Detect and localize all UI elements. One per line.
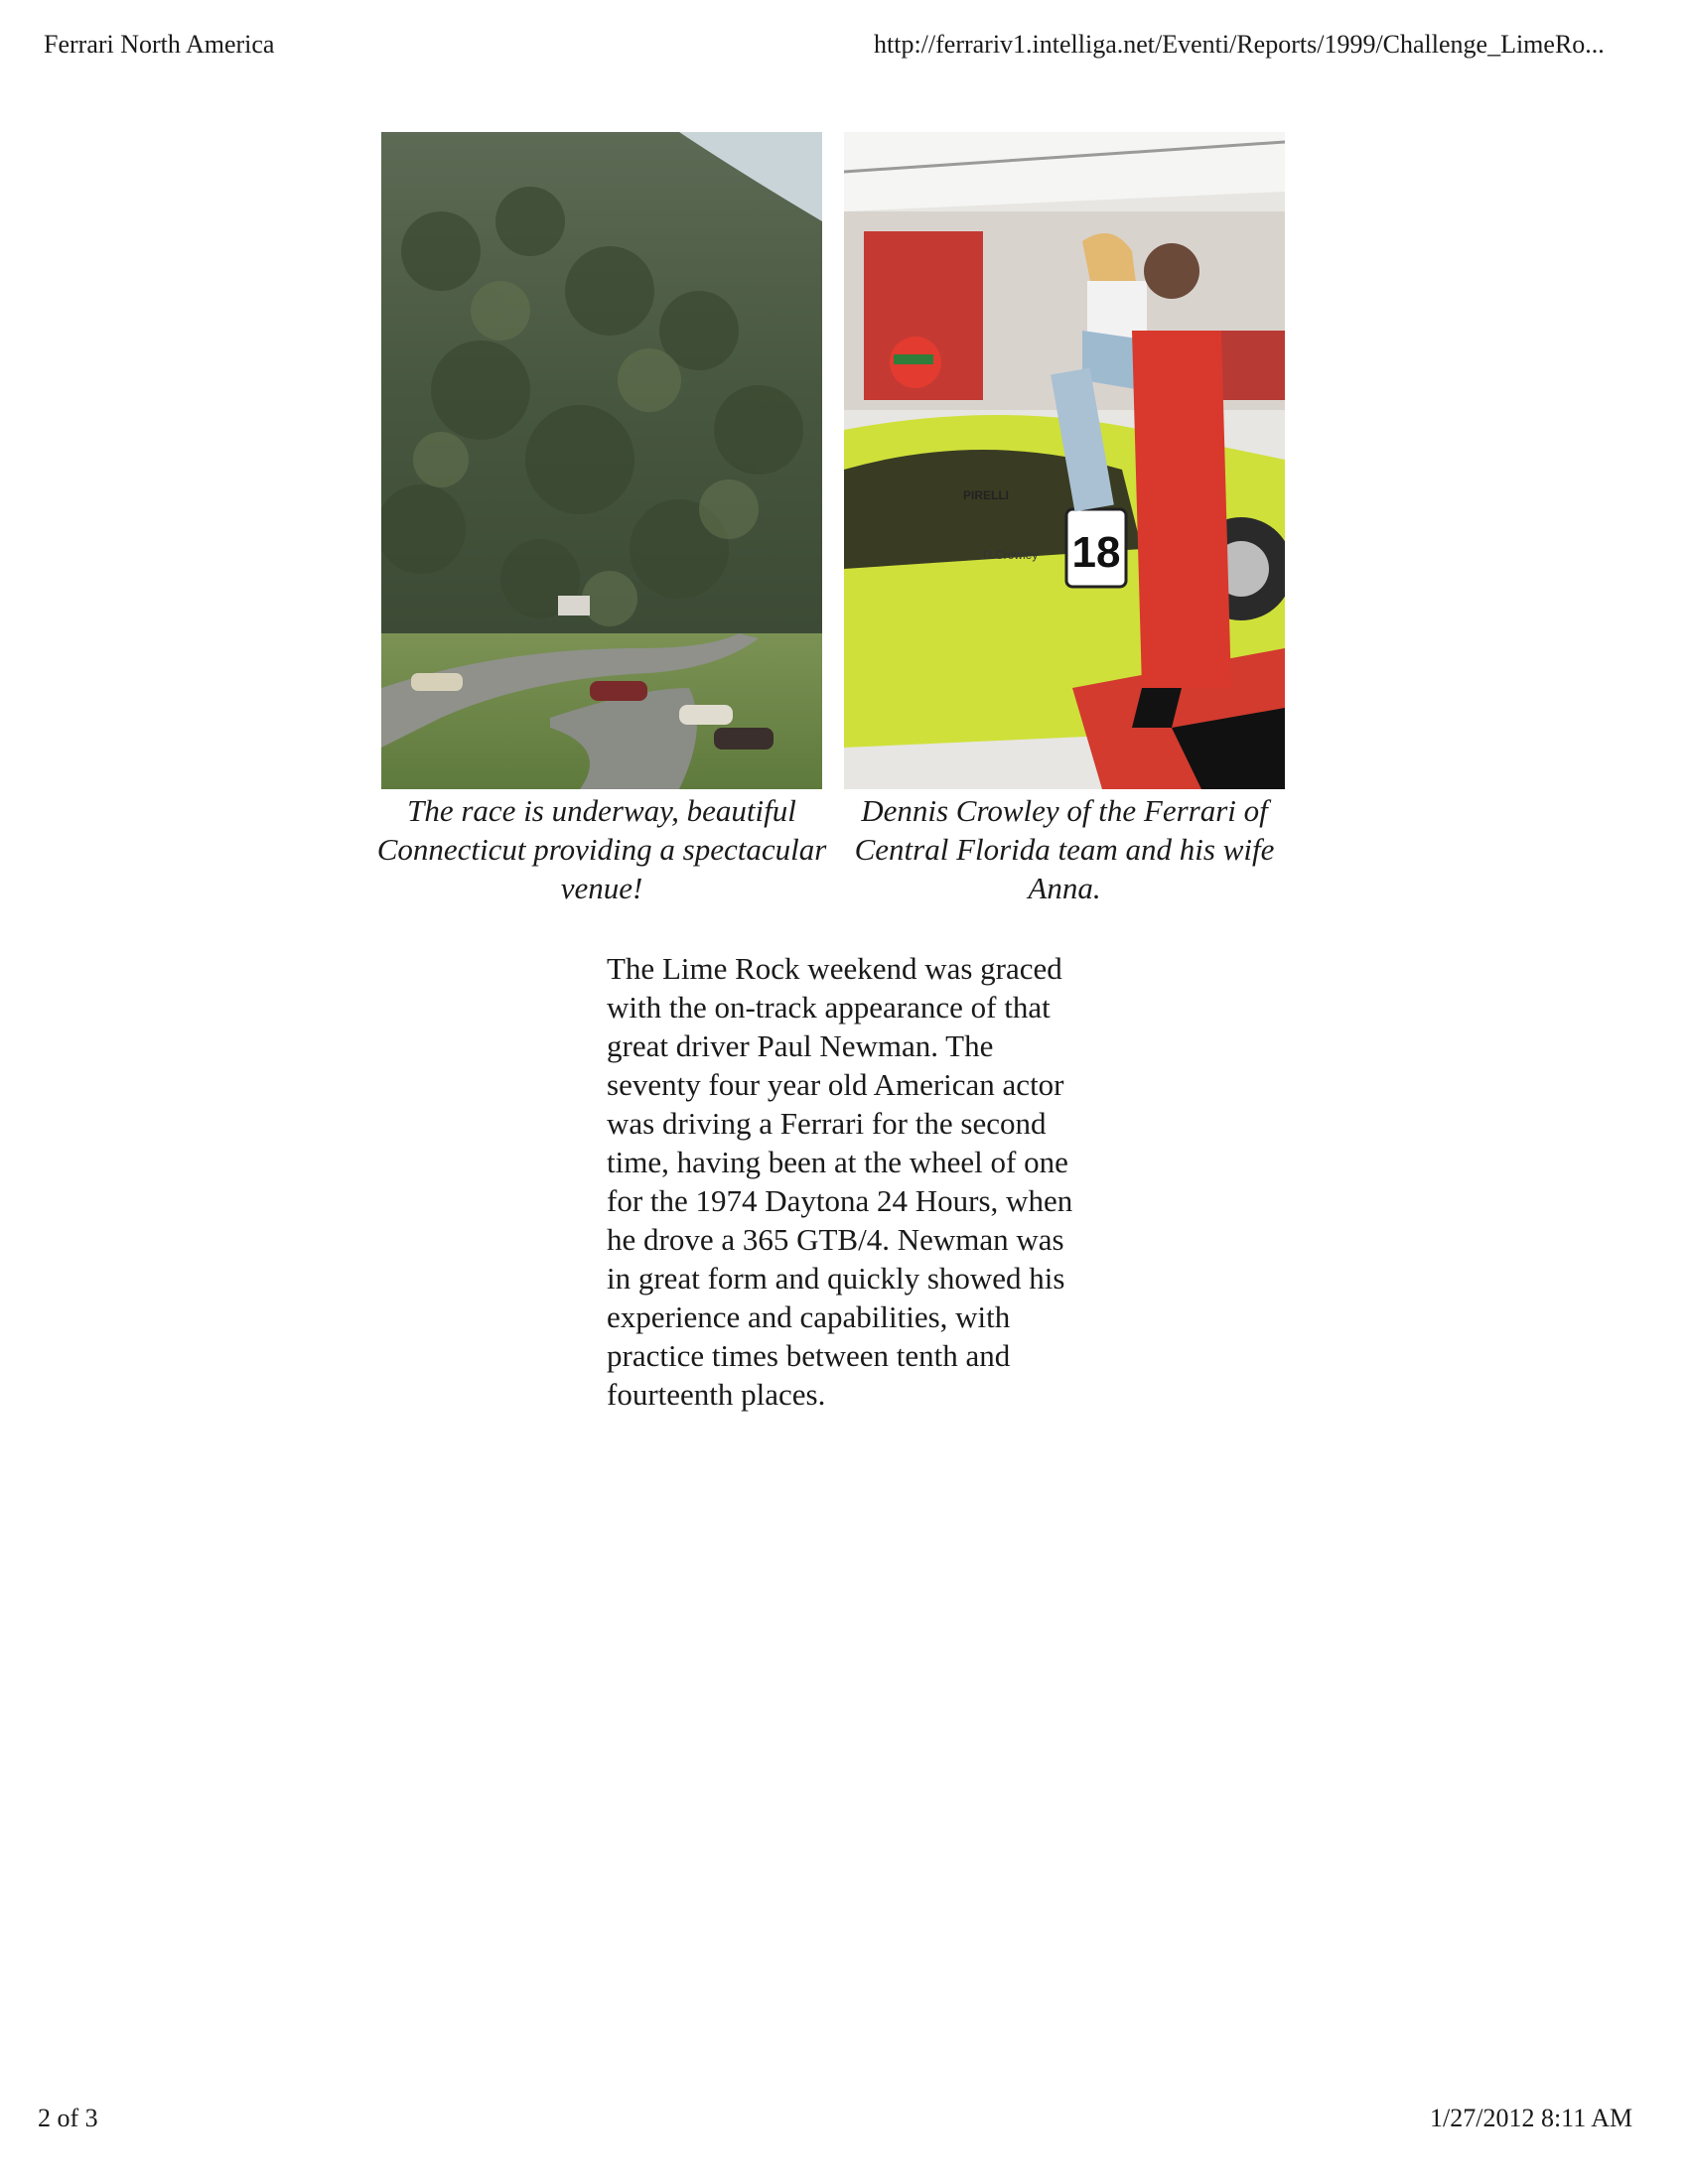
sponsor-decal: PIRELLI xyxy=(963,488,1010,502)
page-url[interactable]: http://ferrariv1.intelliga.net/Eventi/Reports/1999/Challenge_LimeRo... xyxy=(874,30,1605,59)
article-paragraph: The Lime Rock weekend was graced with the on-track appearance of that great driver Paul Newman. The seventy four year old American actor was driving a Ferrari for the second time, having been at the wheel of one for the 1974 Daytona 24 Hours, when he drove a 365 GTB/4. Newman was in great form and quickly showed his experience and capabilities, with practice times between tenth and fourteenth places. xyxy=(607,951,1073,1412)
driver-name-decal: D.Crowley xyxy=(983,548,1039,562)
page-indicator: 2 of 3 xyxy=(38,2104,98,2132)
print-timestamp: 1/27/2012 8:11 AM xyxy=(1430,2104,1633,2132)
car-number: 18 xyxy=(1071,528,1121,577)
site-title: Ferrari North America xyxy=(44,30,275,59)
race-photo-caption: The race is underway, beautiful Connecticut providing a spectacular venue! xyxy=(376,793,827,905)
driver-portrait-photo xyxy=(844,132,1285,789)
race-track-photo xyxy=(381,132,822,789)
driver-photo-caption: Dennis Crowley of the Ferrari of Central Florida team and his wife Anna. xyxy=(854,793,1275,905)
